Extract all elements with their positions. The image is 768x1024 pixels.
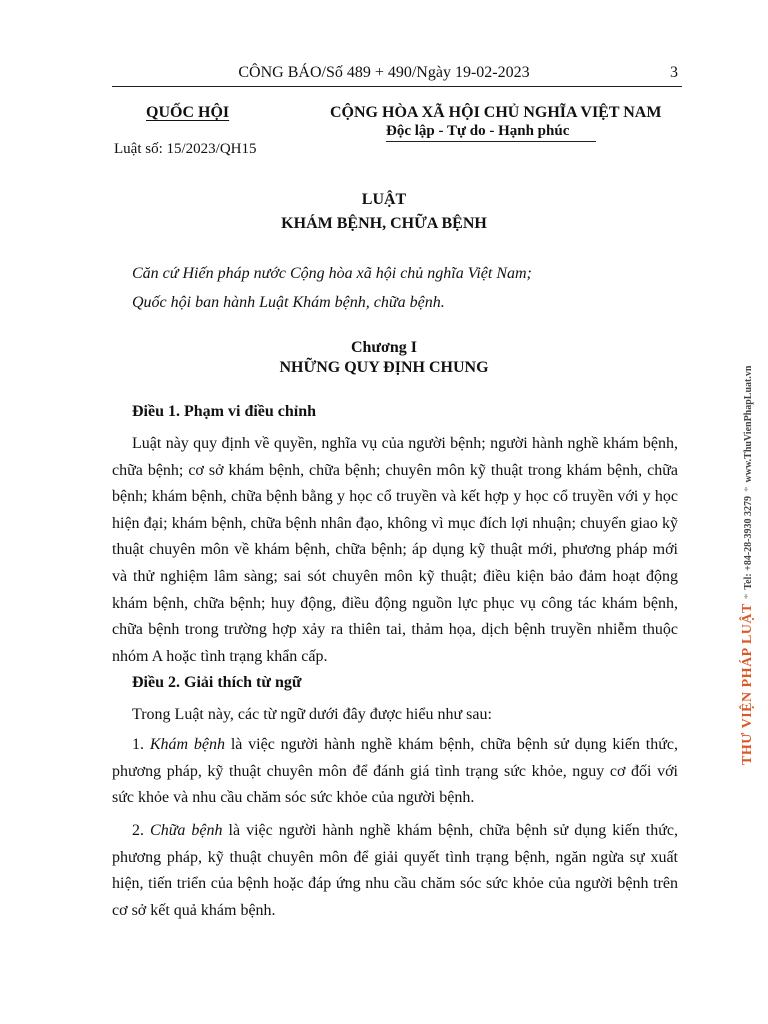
chapter-title: NHỮNG QUY ĐỊNH CHUNG: [279, 359, 489, 376]
definition-item: [112, 732, 678, 812]
law-number: Luật số: 15/2023/QH15: [114, 141, 257, 157]
article-2-heading: Điều 2. Giải thích từ ngữ: [132, 674, 302, 691]
article-1-heading: Điều 1. Phạm vi điều chỉnh: [132, 403, 317, 420]
article-1-body: Luật này quy định về quyền, nghĩa vụ của người bệnh; người hành nghề khám bệnh, chữa bệnh; cơ sở khám bệnh, chữa bệnh; chuyên môn kỹ thuật trong khám bệnh, chữa bệnh; khám bệnh, chữa bệnh bằng y học cổ truyền và kết hợp y học cổ truyền với y học hiện đại; khám bệnh, chữa bệnh nhân đạo, không vì mục đích lợi nhuận; chuyển giao kỹ thuật chuyên môn về khám bệnh, chữa bệnh; áp dụng kỹ thuật mới, phương pháp mới và thử nghiệm lâm sàng; sai sót chuyên môn kỹ thuật; điều kiện bảo đảm hoạt động khám bệnh, chữa bệnh; huy động, điều động nguồn lực phục vụ công tác khám bệnh, chữa bệnh trong trường hợp xảy ra thiên tai, thảm họa, dịch bệnh truyền nhiễm thuộc nhóm A hoặc tình trạng khẩn cấp.: [112, 435, 678, 665]
definition-text: là việc người hành nghề khám bệnh, chữa bệnh sử dụng kiến thức, phương pháp, kỹ thuật chuyên môn để đánh giá tình trạng sức khỏe, nguy cơ đối với sức khỏe và nhu cầu chăm sóc sức khỏe của người bệnh.: [112, 736, 679, 807]
definition-term: Khám bệnh: [149, 736, 225, 753]
document-title: KHÁM BỆNH, CHỮA BỆNH: [281, 215, 487, 232]
issuing-organization: QUỐC HỘI: [146, 104, 230, 121]
nation-name: CỘNG HÒA XÃ HỘI CHỦ NGHĨA VIỆT NAM: [330, 104, 662, 121]
article-2-intro: Trong Luật này, các từ ngữ dưới đây được hiểu như sau:: [132, 706, 492, 723]
gazette-header: [0, 64, 768, 86]
definition-number: 2.: [132, 822, 144, 839]
definition-term: Chữa bệnh: [150, 822, 223, 839]
enactment-line: Quốc hội ban hành Luật Khám bệnh, chữa bệnh.: [132, 294, 445, 311]
watermark-website: www.ThuVienPhapLuat.vn: [743, 365, 754, 483]
watermark-brand: THƯ VIỆN PHÁP LUẬT: [740, 603, 755, 765]
watermark-separator: *: [742, 593, 754, 600]
definition-text: là việc người hành nghề khám bệnh, chữa bệnh sử dụng kiến thức, phương pháp, kỹ thuật chuyên môn để giải quyết tình trạng bệnh, ngăn ngừa sự xuất hiện, tiến triển của bệnh hoặc đáp ứng nhu cầu chăm sóc sức khỏe của người bệnh trên cơ sở kết quả khám bệnh.: [112, 822, 678, 919]
legal-basis-line: Căn cứ Hiến pháp nước Cộng hòa xã hội chủ nghĩa Việt Nam;: [132, 265, 532, 282]
side-watermark: [738, 245, 756, 765]
definition-number: 1.: [132, 736, 144, 753]
national-motto: Độc lập - Tự do - Hạnh phúc: [386, 123, 570, 139]
motto-underline: [386, 141, 596, 142]
chapter-number: Chương I: [350, 339, 418, 356]
page-number: 3: [670, 64, 678, 81]
document-type: LUẬT: [361, 191, 407, 208]
header-divider: [112, 86, 682, 87]
watermark-phone: Tel: +84-28-3930 3279: [743, 495, 754, 590]
watermark-separator: *: [742, 486, 754, 492]
gazette-title: CÔNG BÁO/Số 489 + 490/Ngày 19-02-2023: [238, 64, 530, 81]
definition-item: [112, 818, 678, 924]
